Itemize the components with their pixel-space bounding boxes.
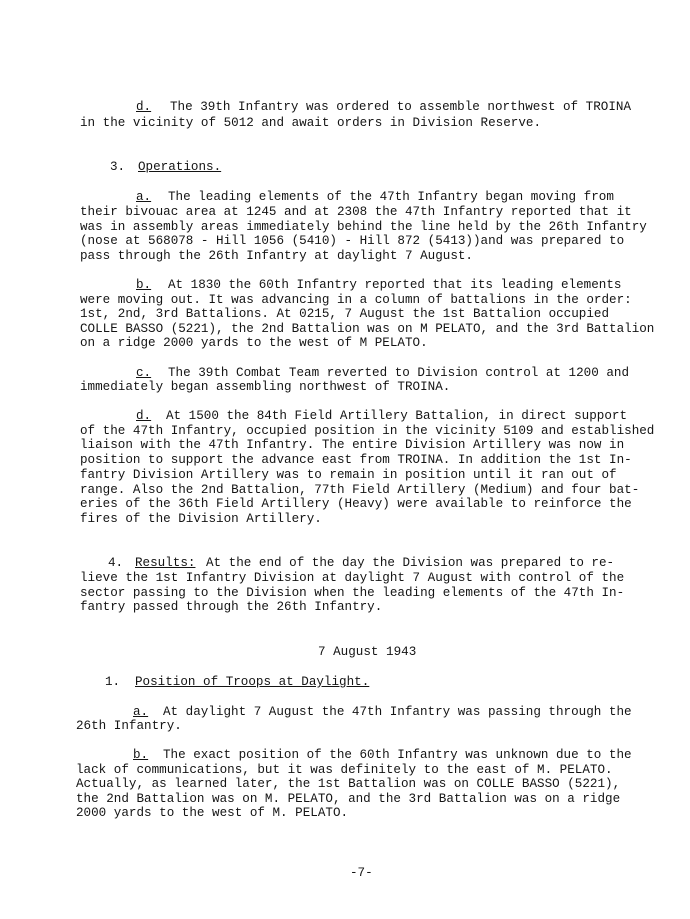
para-1a-label: a. <box>133 705 149 719</box>
para-3a-line: The leading elements of the 47th Infantry began moving from <box>168 190 614 204</box>
page-number: -7- <box>350 866 373 880</box>
section-number: 1. <box>105 675 121 689</box>
para-3b-line: At 1830 the 60th Infantry reported that its leading elements <box>168 278 622 292</box>
section-heading-position: Position of Troops at Daylight. <box>135 675 370 689</box>
para-3a-line: pass through the 26th Infantry at daylight 7 August. <box>80 249 473 263</box>
section-number: 4. <box>108 556 124 570</box>
para-3a-label: a. <box>136 190 152 204</box>
para-3d-line: fantry Division Artillery was to remain in position until it ran out of <box>80 468 617 482</box>
para-3d-line: liaison with the 47th Infantry. The entire Division Artillery was now in <box>80 438 625 452</box>
results-line: sector passing to the Division when the leading elements of the 47th In- <box>80 586 625 600</box>
para-2d-line: The 39th Infantry was ordered to assemble northwest of TROINA <box>170 100 632 114</box>
date-heading: 7 August 1943 <box>318 645 417 659</box>
para-3c-line: immediately began assembling northwest of TROINA. <box>80 380 451 394</box>
para-3c-label: c. <box>136 366 152 380</box>
para-1b-line: 2000 yards to the west of M. PELATO. <box>76 806 349 820</box>
section-heading-operations: Operations. <box>138 160 222 174</box>
section-heading-results: Results: <box>135 556 196 570</box>
para-1b-label: b. <box>133 748 149 762</box>
results-line: lieve the 1st Infantry Division at daylight 7 August with control of the <box>80 571 625 585</box>
para-3d-line: position to support the advance east from TROINA. In addition the 1st In- <box>80 453 632 467</box>
para-3b-label: b. <box>136 278 152 292</box>
para-1b-line: the 2nd Battalion was on M. PELATO, and the 3rd Battalion was on a ridge <box>76 792 621 806</box>
para-3d-line: eries of the 36th Field Artillery (Heavy) were available to reinforce the <box>80 497 632 511</box>
para-3b-line: on a ridge 2000 yards to the west of M PELATO. <box>80 336 428 350</box>
para-3b-line: 1st, 2nd, 3rd Battalions. At 0215, 7 August the 1st Battalion occupied <box>80 307 610 321</box>
para-3d-line: range. Also the 2nd Battalion, 77th Field Artillery (Medium) and four bat- <box>80 483 640 497</box>
para-2d-line: in the vicinity of 5012 and await orders in Division Reserve. <box>80 116 542 130</box>
para-1a-line: 26th Infantry. <box>76 719 182 733</box>
section-number: 3. <box>110 160 126 174</box>
para-3b-line: COLLE BASSO (5221), the 2nd Battalion was on M PELATO, and the 3rd Battalion <box>80 322 655 336</box>
para-3a-line: was in assembly areas immediately behind the line held by the 26th Infantry <box>80 220 647 234</box>
para-3d-line: of the 47th Infantry, occupied position in the vicinity 5109 and established <box>80 424 655 438</box>
para-3d-line: At 1500 the 84th Field Artillery Battalion, in direct support <box>166 409 628 423</box>
para-3d-label: d. <box>136 409 152 423</box>
para-3c-line: The 39th Combat Team reverted to Division control at 1200 and <box>168 366 630 380</box>
para-3b-line: were moving out. It was advancing in a column of battalions in the order: <box>80 293 632 307</box>
results-line: fantry passed through the 26th Infantry. <box>80 600 383 614</box>
para-2d-label: d. <box>136 100 152 114</box>
para-1b-line: lack of communications, but it was definitely to the east of M. PELATO. <box>76 763 613 777</box>
para-1a-line: At daylight 7 August the 47th Infantry was passing through the <box>163 705 632 719</box>
para-1b-line: The exact position of the 60th Infantry was unknown due to the <box>163 748 632 762</box>
para-3d-line: fires of the Division Artillery. <box>80 512 322 526</box>
para-3a-line: (nose at 568078 - Hill 1056 (5410) - Hill 872 (5413))and was prepared to <box>80 234 625 248</box>
results-line: At the end of the day the Division was prepared to re- <box>206 556 615 570</box>
para-1b-line: Actually, as learned later, the 1st Battalion was on COLLE BASSO (5221), <box>76 777 621 791</box>
para-3a-line: their bivouac area at 1245 and at 2308 the 47th Infantry reported that it <box>80 205 632 219</box>
